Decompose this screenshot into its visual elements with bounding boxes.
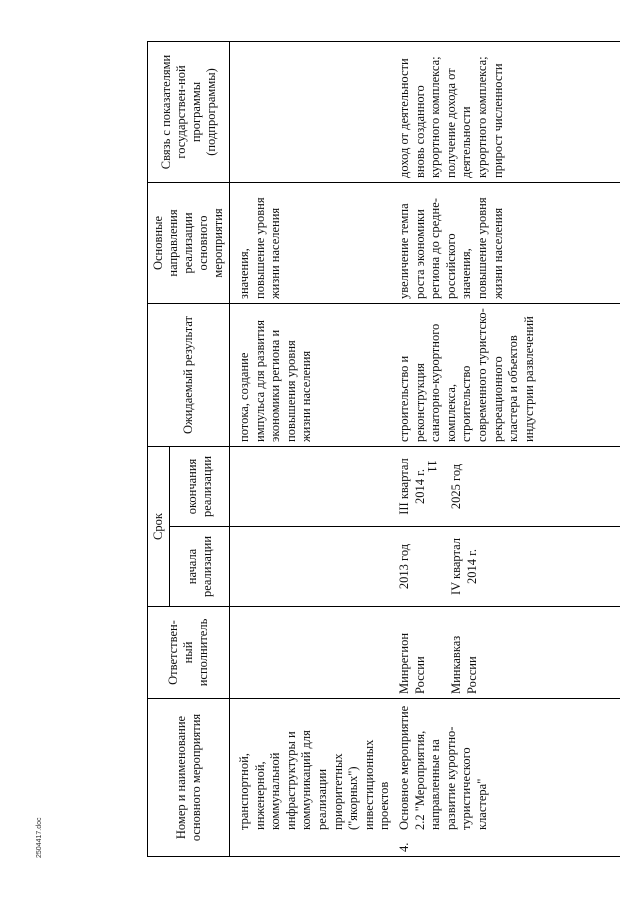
start-date: IV квартал 2014 г. — [449, 527, 620, 607]
end-date: 2025 год — [449, 446, 620, 526]
program-link: доход от деятельности вновь созданного курортного комплекса; получение дохода от деятельности курортного комплекса; прирост численности — [393, 41, 620, 182]
start-date: 2013 год — [393, 527, 449, 607]
measure-name: Основное мероприятие 2.2 "Мероприятия, направленные на развитие курортно-туристического кластера" — [396, 705, 489, 830]
table-row — [230, 41, 393, 856]
measure-name: транспортной, инженерной, коммунальной инфраструктуры и коммуникаций для реализации приоритетных ("якорных") инвестиционных проектов — [237, 730, 392, 830]
main-directions: значения, повышение уровня жизни населения — [230, 182, 393, 303]
expected-result: потока, создание импульса для развития экономики региона и повышения уровня жизни населения — [230, 303, 393, 446]
main-directions: увеличение темпа роста экономики региона до средне-российского значения, повышение уровня жизни населения — [393, 182, 620, 303]
measures-table — [147, 41, 620, 857]
document-footer: 2504417.doc — [36, 817, 43, 858]
end-date: III квартал 2014 г. — [393, 446, 449, 526]
header-start: начала реализации — [170, 527, 230, 607]
header-main-directions: Основные направления реализации основного мероприятия — [148, 182, 230, 303]
header-expected-result: Ожидаемый результат — [148, 303, 230, 446]
table-row — [393, 41, 449, 856]
header-executor: Ответствен-ный исполнитель — [148, 607, 230, 699]
header-measure-name: Номер и наименование основного мероприятия — [148, 699, 230, 857]
end-date — [230, 446, 393, 526]
executor: Минрегион России — [393, 607, 449, 699]
row-number: 4. — [396, 842, 411, 852]
executor — [230, 607, 393, 699]
program-link — [230, 41, 393, 182]
rotated-page-content — [147, 42, 620, 857]
start-date — [230, 527, 393, 607]
expected-result: строительство и реконструкция санаторно-курортного комплекса, строительство современного туристско-рекреационного кластера и объектов индустрии развлечений — [393, 303, 620, 446]
header-program-link: Связь с показателями государствен-ной программы (подпрограммы) — [148, 41, 230, 182]
header-end: окончания реализации — [170, 446, 230, 526]
page-number: 11 — [425, 460, 440, 473]
executor: Минкавказ России — [449, 607, 620, 699]
header-term: Срок — [148, 446, 170, 606]
